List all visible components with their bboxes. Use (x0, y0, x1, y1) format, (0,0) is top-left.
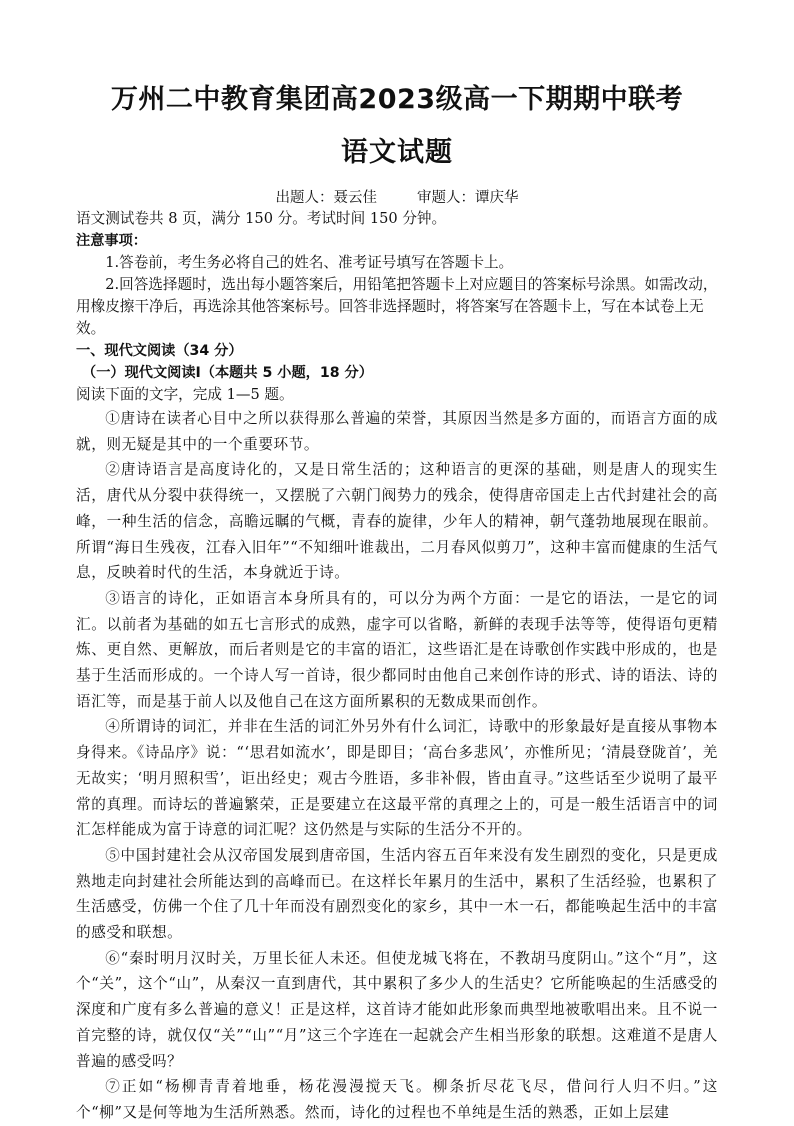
notice-item-1: 1.答卷前，考生务必将自己的姓名、准考证号填写在答题卡上。 (105, 254, 514, 271)
author-line (0, 186, 794, 207)
article-paragraph-4: ④所谓诗的词汇，并非在生活的词汇外另外有什么词汇，诗歌中的形象最好是直接从事物本身得来。《诗品序》说：“‘思君如流水’，即是即目；‘高台多悲风’，亦惟所见；‘清晨登陇首’，羌无故实；‘明月照积雪’，讵出经史；观古今胜语，多非补假，皆由直寻。”这些话至少说明了最平常的真理。而诗坛的普遍繁荣，正是要建立在这最平常的真理之上的，可是一般生活语言中的词汇怎样能成为富于诗意的词汇呢？这仍然是与实际的生活分不开的。 (76, 718, 718, 839)
article-paragraph-2: ②唐诗语言是高度诗化的，又是日常生活的；这种语言的更深的基础，则是唐人的现实生活，唐代从分裂中获得统一，又摆脱了六朝门阀势力的残余，使得唐帝国走上古代封建社会的高峰，一种生活的信念，高瞻远瞩的气概，青春的旋律，少年人的精神，朝气蓬勃地展现在眼前。所谓“海日生残夜，江春入旧年”“不知细叶谁裁出，二月春风似剪刀”，这种丰富而健康的生活气息，反映着时代的生活，本身就近于诗。 (76, 461, 718, 582)
article-paragraph-7: ⑦正如“杨柳青青着地垂，杨花漫漫搅天飞。柳条折尽花飞尽，借问行人归不归。”这个“柳”又是何等地为生活所熟悉。然而，诗化的过程也不单纯是生活的熟悉，正如上层建 (76, 1078, 718, 1121)
exam-info: 语文测试卷共 8 页，满分 150 分。考试时间 150 分钟。 (76, 210, 447, 227)
reviewer-label: 审题人：谭庆华 (417, 190, 519, 206)
exam-subject: 语文试题 (341, 137, 453, 168)
setter-label: 出题人：聂云佳 (275, 190, 377, 206)
notice-item-2: 2.回答选择题时，选出每小题答案后，用铅笔把答题卡上对应题目的答案标号涂黑。如需改动，用橡皮擦干净后，再选涂其他答案标号。回答非选择题时，将答案写在答题卡上，写在本试卷上无效。 (76, 276, 718, 337)
article-paragraph-5: ⑤中国封建社会从汉帝国发展到唐帝国，生活内容五百年来没有发生剧烈的变化，只是更成熟地走向封建社会所能达到的高峰而已。在这样长年累月的生活中，累积了生活经验，也累积了生活感受，仿佛一个住了几十年而没有剧烈变化的家乡，其中一木一石，都能唤起生活中的丰富的感受和联想。 (76, 846, 718, 942)
article-paragraph-3: ③语言的诗化，正如语言本身所具有的，可以分为两个方面：一是它的语法，一是它的词汇。以前者为基础的如五七言形式的成熟，虚字可以省略，新鲜的表现手法等等，使得语句更精炼、更自然、更解放，而后者则是它的丰富的语汇，这些语汇是在诗歌创作实践中形成的，也是基于生活而形成的。一个诗人写一首诗，很少都同时由他自己来创作诗的形式、诗的语法、诗的语汇等，而是基于前人以及他自己在这方面所累积的无数成果而创作。 (76, 589, 718, 710)
exam-title: 万州二中教育集团高2023级高一下期期中联考 (110, 84, 684, 115)
notice-title: 注意事项： (76, 233, 147, 249)
reading-article (76, 406, 718, 1126)
section-heading: 一、现代文阅读（34 分） (76, 343, 243, 359)
reading-instruction: 阅读下面的文字，完成 1—5 题。 (76, 386, 294, 403)
section-sub-heading: （一）现代文阅读Ⅰ（本题共 5 小题，18 分） (82, 365, 373, 381)
article-paragraph-6: ⑥“秦时明月汉时关，万里长征人未还。但使龙城飞将在，不教胡马度阴山。”这个“月”，这个“关”，这个“山”，从秦汉一直到唐代，其中累积了多少人的生活史？它所能唤起的生活感受的深度和广度有多么普遍的意义！正是这样，这首诗才能如此形象而典型地被歌唱出来。且不说一首完整的诗，就仅仅“关”“山”“月”这三个字连在一起就会产生相当形象的联想。这难道不是唐人普遍的感受吗？ (76, 949, 718, 1070)
exam-body (76, 208, 718, 1126)
article-paragraph-1: ①唐诗在读者心目中之所以获得那么普遍的荣誉，其原因当然是多方面的，而语言方面的成就，则无疑是其中的一个重要环节。 (76, 410, 718, 453)
